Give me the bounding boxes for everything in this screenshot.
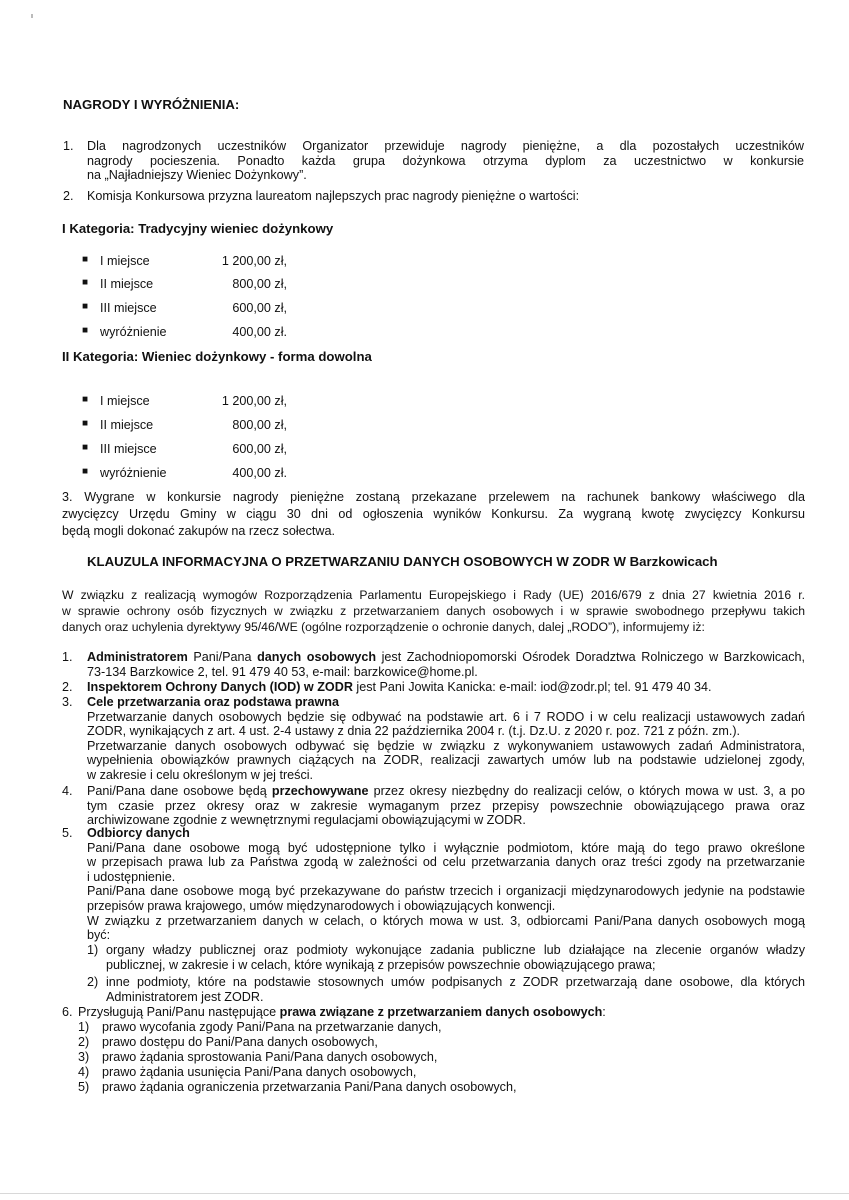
- prize-amount: 800,00 zł,: [232, 277, 287, 291]
- prize-place: I miejsce: [100, 254, 150, 268]
- prizes-heading: NAGRODY I WYRÓŻNIENIA:: [63, 97, 240, 112]
- page-bottom-edge: [0, 1193, 849, 1194]
- bullet-icon: ■: [82, 254, 89, 265]
- clause-item-4: [87, 784, 805, 828]
- text-span: jest Pani Jowita Kanicka: e-mail: iod@zodr.pl; tel. 91 479 40 34.: [352, 680, 712, 694]
- prize-row: [82, 325, 287, 341]
- prizes-item-number: 2.: [63, 189, 74, 203]
- sublist-number: 1): [87, 943, 99, 957]
- text-line: przepisów prawa krajowego, umów międzynarodowych i obowiązujących konwencji.: [87, 898, 556, 913]
- text-line: wypełnienia obowiązków prawnych ciążących na ZODR, realizacji zawartych umów lub na podstawie udzielonej zgody,: [87, 753, 805, 768]
- bold-term: Odbiorcy danych: [87, 826, 190, 840]
- prize-place: wyróżnienie: [100, 325, 167, 339]
- prize-row: [82, 466, 287, 482]
- category-2-title: II Kategoria: Wieniec dożynkowy - forma dowolna: [62, 349, 372, 364]
- text-line: Pani/Pana dane osobowe mogą być przekazywane do państw trzecich i organizacji międzynarodowych jedynie na podstawie: [87, 884, 805, 899]
- bullet-icon: ■: [82, 277, 89, 288]
- text-line: [87, 695, 805, 710]
- text-span: Pani/Pana: [187, 650, 258, 664]
- text-line: W związku z przetwarzaniem danych w celach, o których mowa w ust. 3, odbiorcami Pani/Pana danych osobowych mogą: [87, 913, 805, 928]
- text-line: w sprawie ochrony osób fizycznych w związku z przetwarzaniem danych osobowych i w sprawie swobodnego przepływu takich: [62, 603, 805, 618]
- text-line: będą mogli dokonać zakupów na rzecz sołectwa.: [62, 524, 336, 538]
- bold-term: Administratorem: [87, 650, 188, 664]
- prizes-paragraph-3: [62, 489, 805, 540]
- text-line: tym czasie przez okresy oraz w zakresie wymaganym przez przepisy powszechnie obowiązującego prawa oraz: [87, 798, 805, 813]
- text-line: [87, 826, 805, 841]
- prize-row: [82, 418, 287, 434]
- sublist-number: 2): [78, 1035, 90, 1049]
- prizes-paragraph-1: [87, 139, 804, 183]
- scan-speck: [31, 14, 33, 18]
- clause-item-number: 4.: [62, 784, 73, 798]
- rights-item: [78, 1050, 437, 1065]
- rights-text: prawo żądania sprostowania Pani/Pana danych osobowych,: [102, 1050, 438, 1064]
- prize-place: II miejsce: [100, 418, 154, 432]
- text-line: Pani/Pana dane osobowe mogą być udostępnione tylko i wyłącznie podmiotom, które mają do tego prawo określone: [87, 840, 805, 855]
- prize-row: [82, 442, 287, 458]
- clause-intro: [62, 588, 805, 635]
- text-line: na „Najładniejszy Wieniec Dożynkowy”.: [87, 168, 307, 183]
- sublist-number: 4): [78, 1065, 90, 1079]
- text-line: 3. Wygrane w konkursie nagrody pieniężne zostaną przekazane przelewem na rachunek bankowy właściwego dla: [62, 490, 805, 504]
- text-line: danych oraz uchylenia dyrektywy 95/46/WE (ogólne rozporządzenie o ochronie danych, dalej „RODO”), informujemy iż:: [62, 619, 705, 634]
- text-line: archiwizowane zgodnie z wewnętrznymi regulacjami obowiązującymi w ZODR.: [87, 813, 526, 828]
- text-line: Przetwarzanie danych osobowych odbywać się będzie w związku z wykonywaniem ustawowych zadań Administratora,: [87, 738, 805, 753]
- sublist-number: 2): [87, 975, 99, 989]
- bold-term: danych osobowych: [257, 650, 377, 664]
- text-line: [87, 650, 805, 665]
- prize-place: II miejsce: [100, 277, 154, 291]
- sublist-number: 5): [78, 1080, 90, 1094]
- text-line: inne podmioty, które na podstawie stosownych umów podpisanych z ZODR przetwarzają dane osobowe, dla których: [106, 975, 805, 989]
- text-line: 73-134 Barzkowice 2, tel. 91 479 40 53, e-mail: barzkowice@home.pl.: [87, 664, 478, 679]
- text-span: przez okresy niezbędny do realizacji celów, o których mowa w ust. 3, a po: [368, 784, 806, 798]
- clause-item-1: [87, 650, 805, 679]
- bullet-icon: ■: [82, 418, 89, 429]
- clause-item-2: [87, 680, 712, 695]
- clause-item-3: [87, 695, 805, 783]
- clause-item-number: 5.: [62, 826, 73, 840]
- rights-item: [78, 1035, 378, 1050]
- clause-item-number: 6.: [62, 1005, 73, 1019]
- prize-row: [82, 394, 287, 410]
- prize-place: wyróżnienie: [100, 466, 167, 480]
- prize-row: [82, 254, 287, 270]
- bold-term: prawa związane z przetwarzaniem danych osobowych: [279, 1005, 603, 1019]
- prize-row: [82, 301, 287, 317]
- text-line: publicznej, w zakresie i w celach, które wynikają z przepisów powszechnie obowiązującego prawa;: [106, 957, 656, 972]
- clause-heading: KLAUZULA INFORMACYJNA O PRZETWARZANIU DANYCH OSOBOWYCH W ZODR W Barzkowicach: [87, 554, 718, 569]
- clause-item-6: [78, 1005, 606, 1020]
- text-line: w zakresie i celu określonym w jej treści.: [87, 767, 314, 782]
- bold-term: Cele przetwarzania oraz podstawa prawna: [87, 695, 339, 709]
- rights-text: prawo żądania ograniczenia przetwarzania Pani/Pana danych osobowych,: [102, 1080, 517, 1094]
- text-line: być:: [87, 928, 111, 943]
- bullet-icon: ■: [82, 442, 89, 453]
- text-span: :: [602, 1005, 606, 1019]
- rights-item: [78, 1080, 516, 1095]
- prize-place: III miejsce: [100, 442, 157, 456]
- prize-amount: 1 200,00 zł,: [221, 254, 287, 268]
- clause-item-number: 2.: [62, 680, 73, 694]
- rights-text: prawo wycofania zgody Pani/Pana na przetwarzanie danych,: [102, 1020, 442, 1034]
- text-line: ZODR, wynikających z art. 4 ust. 2-4 ustawy z dnia 22 października 2004 r. (t.j. Dz.U. z 2020 r. poz. 721 z późn. zm.).: [87, 724, 741, 739]
- rights-text: prawo żądania usunięcia Pani/Pana danych osobowych,: [102, 1065, 417, 1079]
- text-line: zwycięzcy Urzędu Gminy w ciągu 30 dni od ogłoszenia wyników Konkursu. Za wygraną kwotę zwycięzcy Konkursu: [62, 507, 805, 521]
- sublist-number: 1): [78, 1020, 90, 1034]
- bold-term: przechowywane: [271, 784, 369, 798]
- text-line: i udostępnienie.: [87, 869, 176, 884]
- text-line: W związku z realizacją wymogów Rozporządzenia Parlamentu Europejskiego i Rady (UE) 2016/679 z dnia 27 kwietnia 2016 r.: [62, 588, 805, 602]
- text-line: organy władzy publicznej oraz podmioty wykonujące zadania publiczne lub działające na zlecenie organów władzy: [106, 943, 805, 957]
- prizes-item-number: 1.: [63, 139, 74, 153]
- prize-amount: 400,00 zł.: [232, 325, 287, 339]
- category-1-title: I Kategoria: Tradycyjny wieniec dożynkowy: [62, 221, 334, 236]
- rights-item: [78, 1020, 442, 1035]
- bullet-icon: ■: [82, 394, 89, 405]
- prize-amount: 400,00 zł.: [232, 466, 287, 480]
- prize-row: [82, 277, 287, 293]
- clause-item-number: 3.: [62, 695, 73, 709]
- text-span: Pani/Pana dane osobowe będą: [87, 784, 272, 798]
- text-line: [87, 784, 805, 799]
- text-line: Dla nagrodzonych uczestników Organizator przewiduje nagrody pieniężne, a dla pozostałych uczestników: [87, 139, 804, 153]
- prizes-paragraph-2: Komisja Konkursowa przyzna laureatom najlepszych prac nagrody pieniężne o wartości:: [87, 189, 580, 203]
- bullet-icon: ■: [82, 301, 89, 312]
- clause-item-5-sub-2: [106, 975, 805, 1004]
- bullet-icon: ■: [82, 466, 89, 477]
- clause-item-5: [87, 826, 805, 943]
- prize-place: III miejsce: [100, 301, 157, 315]
- text-line: Przetwarzanie danych osobowych będzie się odbywać na podstawie art. 6 i 7 RODO i w celu realizacji ustawowych zadań: [87, 709, 805, 724]
- clause-item-number: 1.: [62, 650, 73, 664]
- clause-item-5-sub-1: [106, 943, 805, 972]
- rights-text: prawo dostępu do Pani/Pana danych osobowych,: [102, 1035, 378, 1049]
- text-span: jest Zachodniopomorski Ośrodek Doradztwa Rolniczego w Barzkowicach,: [376, 650, 805, 664]
- text-line: nagrody pocieszenia. Ponadto każda grupa dożynkowa otrzyma dyplom za uczestnictwo w konkursie: [87, 153, 804, 168]
- rights-item: [78, 1065, 416, 1080]
- prize-place: I miejsce: [100, 394, 150, 408]
- prize-amount: 600,00 zł,: [232, 442, 287, 456]
- prize-amount: 800,00 zł,: [232, 418, 287, 432]
- text-line: w przepisach prawa lub za Państwa zgodą w zależności od celu przetwarzania danych oraz treści zgody na przetwarzanie: [87, 855, 805, 870]
- sublist-number: 3): [78, 1050, 90, 1064]
- prize-amount: 1 200,00 zł,: [221, 394, 287, 408]
- bullet-icon: ■: [82, 325, 89, 336]
- text-span: Przysługują Pani/Panu następujące: [78, 1005, 280, 1019]
- text-line: Administratorem jest ZODR.: [106, 989, 264, 1004]
- bold-term: Inspektorem Ochrony Danych (IOD) w ZODR: [87, 680, 353, 694]
- prize-amount: 600,00 zł,: [232, 301, 287, 315]
